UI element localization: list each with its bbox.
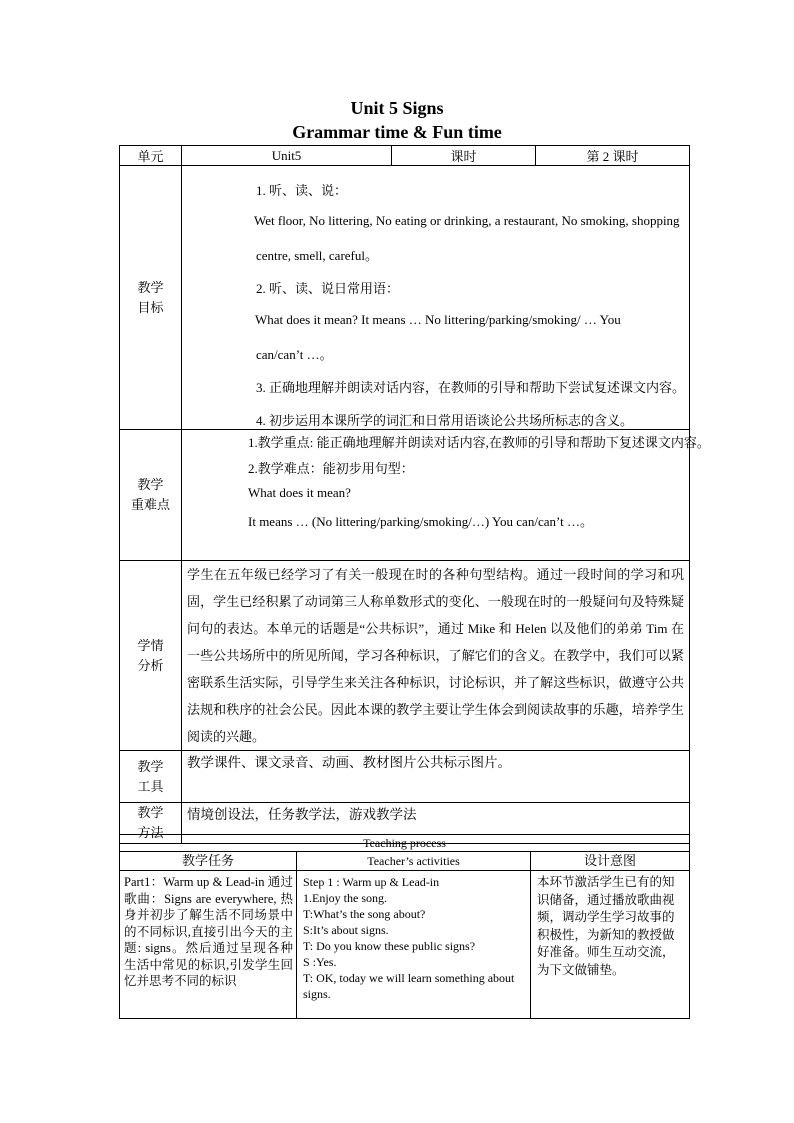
unit-label: 单元 — [120, 146, 182, 166]
analysis-row — [120, 561, 690, 751]
task-cell: Part1：Warm up & Lead-in 通过歌曲：Signs are everywhere, 热身并初步了解生活不同场景中的不同标识,直接引出今天的主题: signs。然后通过呈现各种生活中常见的标识,引发学生回忆并思考不同的标识 — [120, 871, 297, 1019]
header-row — [120, 146, 690, 166]
activity-line: S :Yes. — [303, 955, 337, 969]
intent-cell: 本环节激活学生已有的知识储备，通过播放歌曲视频，调动学生学习故事的积极性，为新知的教授做好准备。师生互动交流，为下文做铺垫。 — [531, 871, 690, 1019]
focus-line: It means … (No littering/parking/smoking/…) You can/can’t …。 — [248, 514, 593, 529]
page-subtitle: Grammar time & Fun time — [292, 122, 502, 142]
focus-content — [182, 430, 710, 561]
methods-label: 教学 方法 — [120, 803, 182, 844]
focus-label: 教学 重难点 — [120, 430, 182, 561]
goals-row — [120, 166, 690, 430]
goals-label: 教学 目标 — [120, 166, 182, 430]
goal-line: centre, smell, careful。 — [256, 248, 378, 263]
goal-line: can/can’t …。 — [256, 347, 333, 362]
goal-line: 2. 听、读、说日常用语： — [256, 281, 400, 296]
period-value: 第 2 课时 — [536, 146, 690, 166]
tools-content: 教学课件、课文录音、动画、教材图片公共标示图片。 — [182, 751, 690, 803]
activity-line: T: OK, today we will learn something about signs. — [303, 971, 515, 1001]
process-col-task: 教学任务 — [120, 852, 297, 871]
focus-line: What does it mean? — [248, 485, 351, 500]
goal-line: 4. 初步运用本课所学的词汇和日常用语谈论公共场所标志的含义。 — [256, 413, 634, 428]
goal-line: What does it mean? It means … No littering/parking/smoking/ … You — [255, 312, 621, 327]
analysis-content: 学生在五年级已经学习了有关一般现在时的各种句型结构。通过一段时间的学习和巩固，学生已经积累了动词第三人称单数形式的变化、一般现在时的一般疑问句及特殊疑问句的表达。本单元的话题是“公共标识”，通过 Mike 和 Helen 以及他们的弟弟 Tim 在一些公共场所中的所见所闻，学习各种标识，了解它们的含义。在教学中，我们可以紧密联系生活实际，引导学生来关注各种标识，讨论标识，并了解这些标识，做遵守公共法规和秩序的社会公民。因此本课的教学主要让学生体会到阅读故事的乐趣，培养学生阅读的兴趣。 — [182, 561, 690, 751]
page-title: Unit 5 Signs — [350, 98, 444, 118]
lesson-info-table — [119, 145, 710, 844]
activities-cell — [297, 871, 531, 1019]
methods-content: 情境创设法，任务教学法，游戏教学法 — [182, 803, 690, 844]
goals-content — [182, 166, 690, 430]
tools-row — [120, 751, 690, 803]
focus-line: 1.教学重点: 能正确地理解并朗读对话内容,在教师的引导和帮助下复述课文内容。 — [248, 435, 710, 450]
process-col-activities: Teacher’s activities — [297, 852, 531, 871]
goal-line: Wet floor, No littering, No eating or drinking, a restaurant, No smoking, shopping — [254, 213, 680, 228]
process-title: Teaching process — [120, 835, 690, 852]
activity-line: 1.Enjoy the song. — [303, 891, 387, 905]
process-row — [120, 871, 690, 1019]
activity-line: T: Do you know these public signs? — [303, 939, 476, 953]
unit-value: Unit5 — [182, 146, 392, 166]
activity-line: T:What’s the song about? — [303, 907, 426, 921]
activity-line: S:It’s about signs. — [303, 923, 389, 937]
process-col-intent: 设计意图 — [531, 852, 690, 871]
goal-line: 1. 听、读、说： — [256, 183, 348, 198]
teaching-process-table — [119, 834, 690, 1019]
goal-line: 3. 正确地理解并朗读对话内容，在教师的引导和帮助下尝试复述课文内容。 — [256, 380, 686, 395]
tools-label: 教学 工具 — [120, 751, 182, 803]
focus-line: 2.教学难点：能初步用句型： — [248, 461, 414, 476]
analysis-label: 学情 分析 — [120, 561, 182, 751]
activity-line: Step 1 : Warm up & Lead-in — [303, 875, 440, 889]
focus-row — [120, 430, 690, 561]
period-label: 课时 — [392, 146, 536, 166]
